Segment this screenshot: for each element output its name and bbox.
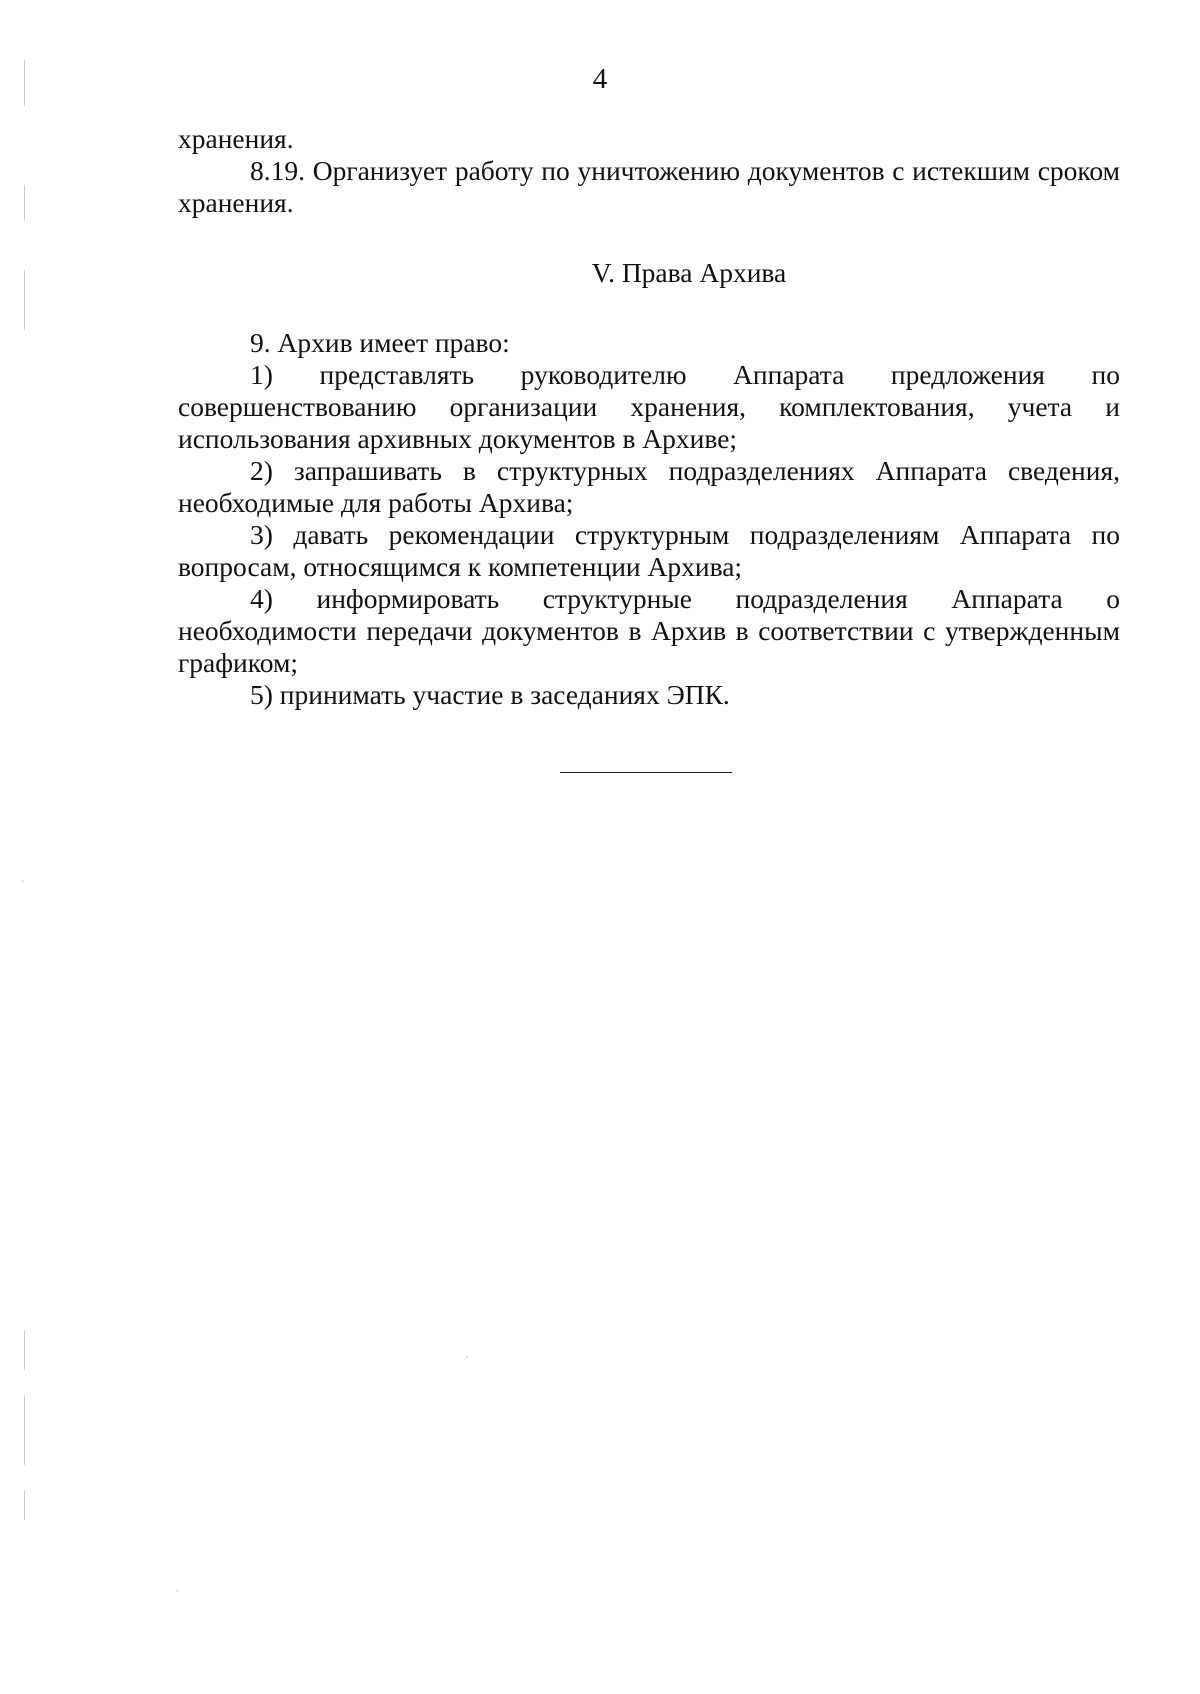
list-item-1: 1) представлять руководителю Аппарата предложения по совершенствованию организации хранения, комплектования, учета и использования архивных документов в Архиве; <box>178 359 1120 454</box>
list-item-5: 5) принимать участие в заседаниях ЭПК. <box>250 679 730 710</box>
paragraph-continuation: хранения. <box>178 123 294 154</box>
scan-mark <box>24 185 25 221</box>
scan-mark <box>24 1395 25 1465</box>
end-rule <box>560 772 732 773</box>
scan-mark <box>24 1330 25 1370</box>
list-item-2: 2) запрашивать в структурных подразделениях Аппарата сведения, необходимые для работы Архива; <box>178 455 1120 518</box>
scan-dot <box>22 880 24 882</box>
list-item-3: 3) давать рекомендации структурным подразделениям Аппарата по вопросам, относящимся к компетенции Архива; <box>178 519 1120 582</box>
scan-dot <box>176 1590 178 1592</box>
scan-mark <box>24 270 25 330</box>
scan-mark <box>24 1490 25 1520</box>
page-number: 4 <box>592 63 608 95</box>
paragraph-8-19: 8.19. Организует работу по уничтожению документов с истекшим сроком хранения. <box>178 155 1120 218</box>
section-heading: V. Права Архива <box>591 257 787 288</box>
paragraph-9: 9. Архив имеет право: <box>250 327 510 358</box>
list-item-4: 4) информировать структурные подразделения Аппарата о необходимости передачи документов в Архив в соответствии с утвержденным графиком; <box>178 583 1120 678</box>
document-body <box>178 123 1120 711</box>
scan-dot <box>466 1356 468 1358</box>
